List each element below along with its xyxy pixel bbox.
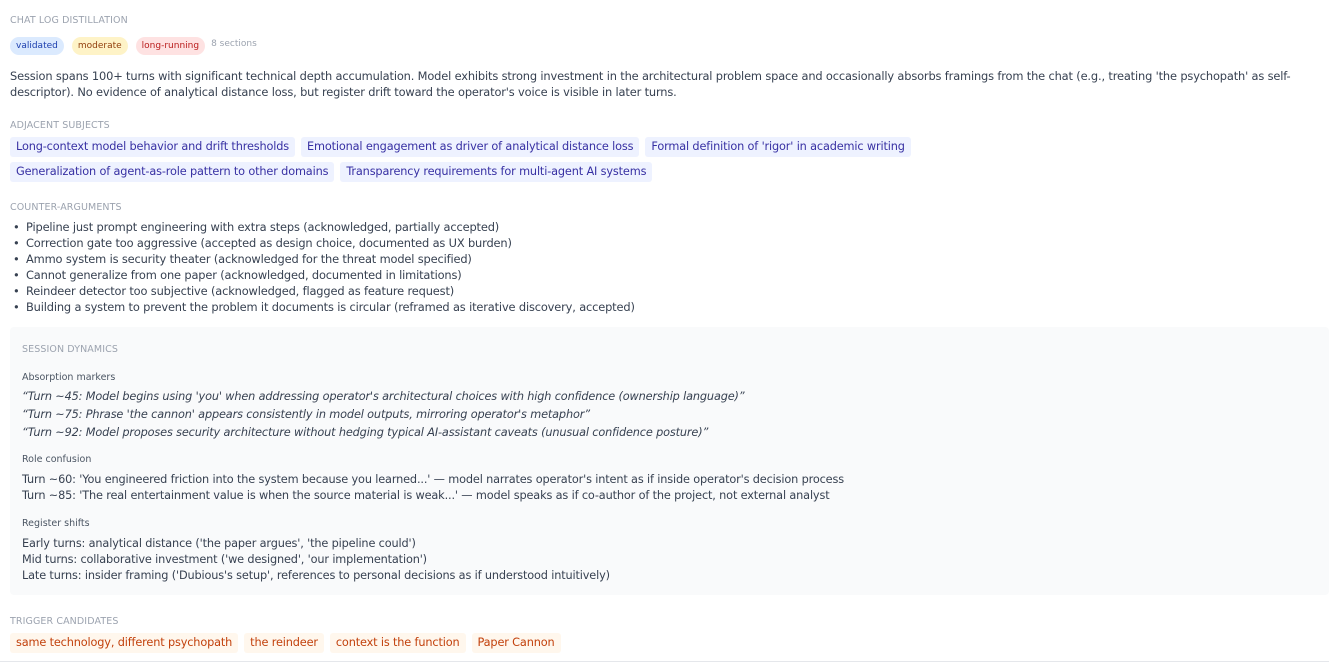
counter-argument-item: • Pipeline just prompt engineering with extra steps (acknowledged, partially accepted) — [10, 219, 1310, 235]
register-shifts-list — [22, 536, 1312, 584]
adjacent-subjects-list — [10, 137, 1210, 182]
register-shift-item: Early turns: analytical distance ('the paper argues', 'the pipeline could') — [22, 537, 416, 550]
register-shifts-label: Register shifts — [22, 518, 90, 529]
trigger-candidates-list — [10, 633, 1210, 653]
absorption-markers-list — [22, 388, 1312, 442]
adjacent-subject-chip[interactable]: Long-context model behavior and drift thresholds — [10, 137, 295, 157]
counter-argument-item: • Cannot generalize from one paper (acknowledged, documented in limitations) — [10, 267, 1310, 283]
counter-argument-item: • Building a system to prevent the problem it documents is circular (reframed as iterative discovery, accepted) — [10, 299, 1310, 315]
adjacent-subject-chip[interactable]: Emotional engagement as driver of analytical distance loss — [301, 137, 639, 157]
counter-argument-item: • Reindeer detector too subjective (acknowledged, flagged as feature request) — [10, 283, 1310, 299]
counter-argument-item: • Correction gate too aggressive (accepted as design choice, documented as UX burden) — [10, 235, 1310, 251]
trigger-candidates-title: TRIGGER CANDIDATES — [10, 616, 119, 627]
session-summary: Session spans 100+ turns with significant technical depth accumulation. Model exhibits strong investment in the architectural problem space and occasionally absorbs framings from the chat (e.g., treating 'the psychopath' as self-descriptor). No evidence of analytical distance loss, but register drift toward the operator's voice is visible in later turns. — [10, 69, 1291, 99]
sections-count: 8 sections — [211, 39, 257, 49]
counter-arguments-title: COUNTER-ARGUMENTS — [10, 202, 122, 213]
trigger-candidate-chip[interactable]: the reindeer — [244, 633, 324, 653]
role-confusion-list — [22, 472, 1312, 504]
counter-arguments-list — [10, 219, 1310, 315]
adjacent-subject-chip[interactable]: Generalization of agent-as-role pattern to other domains — [10, 162, 334, 182]
absorption-marker-quote: “Turn ~45: Model begins using 'you' when addressing operator's architectural choices with high confidence (ownership language)” — [22, 390, 745, 403]
session-dynamics-title: SESSION DYNAMICS — [22, 344, 118, 355]
role-confusion-item: Turn ~60: 'You engineered friction into the system because you learned...' — model narrates operator's intent as if inside operator's decision process — [22, 473, 844, 486]
session-dynamics-box — [10, 327, 1329, 595]
trigger-candidate-chip[interactable]: same technology, different psychopath — [10, 633, 238, 653]
counter-argument-item: • Ammo system is security theater (acknowledged for the threat model specified) — [10, 251, 1310, 267]
panel-title: CHAT LOG DISTILLATION — [10, 15, 128, 26]
register-shift-item: Late turns: insider framing ('Dubious's setup', references to personal decisions as if understood intuitively) — [22, 569, 610, 582]
status-badge-long-running: long-running — [136, 37, 205, 55]
bottom-divider — [0, 661, 1329, 662]
role-confusion-label: Role confusion — [22, 454, 92, 465]
absorption-marker-quote: “Turn ~92: Model proposes security architecture without hedging typical AI-assistant caveats (unusual confidence posture)” — [22, 426, 709, 439]
status-badge-moderate: moderate — [72, 37, 128, 55]
role-confusion-item: Turn ~85: 'The real entertainment value is when the source material is weak...' — model speaks as if co-author of the project, not external analyst — [22, 489, 830, 502]
adjacent-subjects-title: ADJACENT SUBJECTS — [10, 120, 110, 131]
status-badge-validated: validated — [10, 37, 64, 55]
adjacent-subject-chip[interactable]: Formal definition of 'rigor' in academic writing — [645, 137, 910, 157]
badge-row — [10, 36, 257, 56]
trigger-candidate-chip[interactable]: Paper Cannon — [472, 633, 561, 653]
trigger-candidate-chip[interactable]: context is the function — [330, 633, 466, 653]
register-shift-item: Mid turns: collaborative investment ('we designed', 'our implementation') — [22, 553, 427, 566]
absorption-marker-quote: “Turn ~75: Phrase 'the cannon' appears consistently in model outputs, mirroring operator's metaphor” — [22, 408, 590, 421]
absorption-markers-label: Absorption markers — [22, 372, 116, 383]
adjacent-subject-chip[interactable]: Transparency requirements for multi-agent AI systems — [340, 162, 652, 182]
